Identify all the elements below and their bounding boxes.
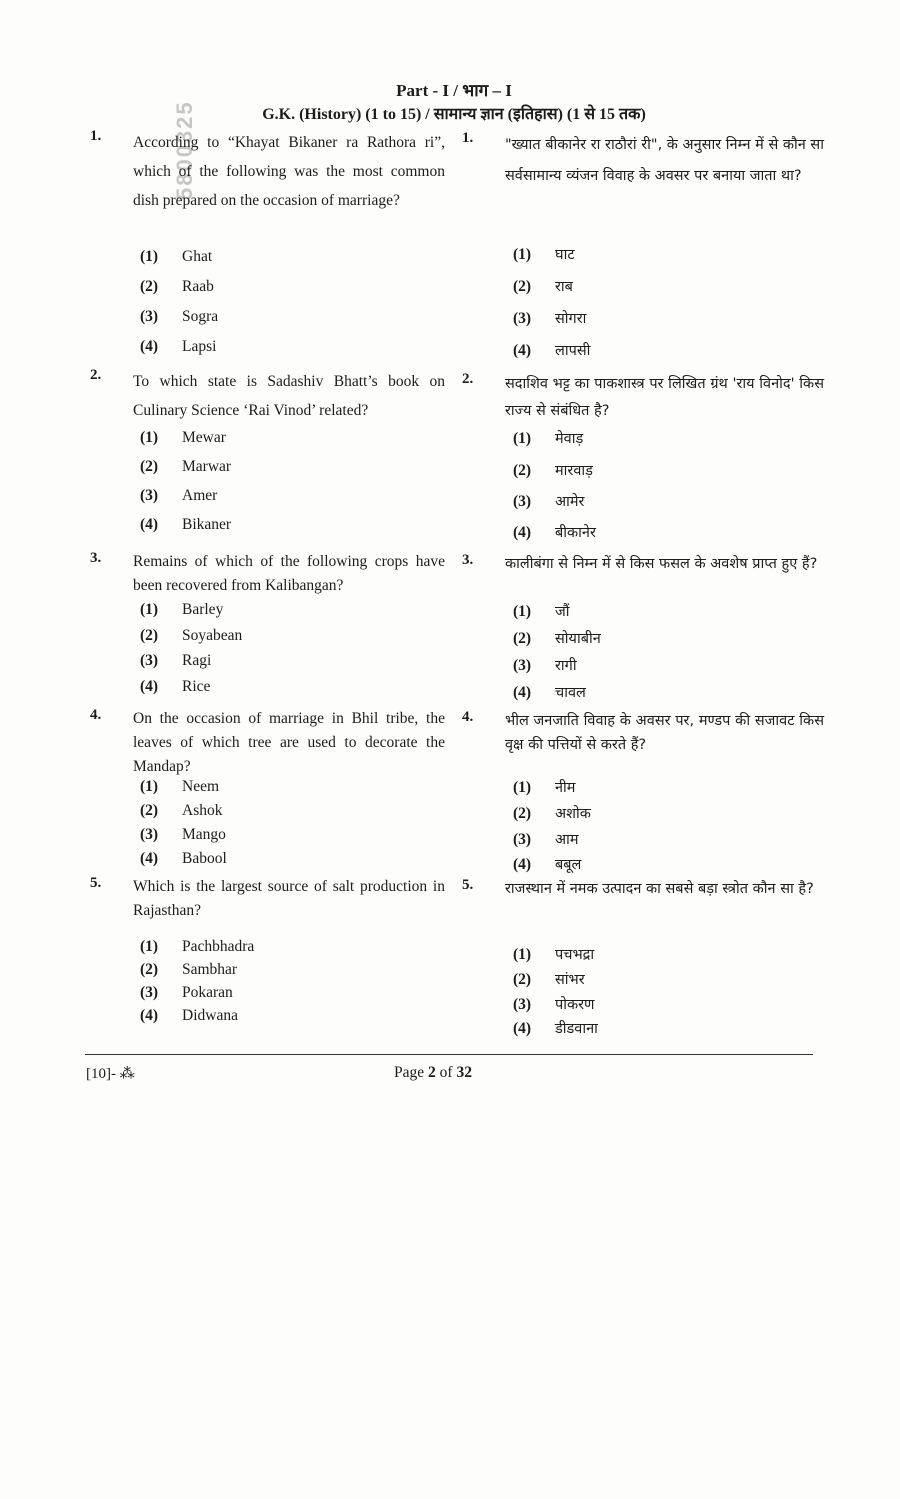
option-number: (3) bbox=[140, 308, 159, 325]
option-text: Barley bbox=[182, 601, 224, 618]
option-text: Amer bbox=[182, 487, 218, 504]
question-number: 3. bbox=[462, 552, 474, 568]
option-text: पोकरण bbox=[555, 997, 595, 1013]
option-number: (4) bbox=[513, 342, 532, 359]
option-text: अशोक bbox=[555, 806, 591, 822]
question-text: To which state is Sadashiv Bhatt’s book on Culinary Science ‘Rai Vinod’ related? bbox=[133, 373, 445, 419]
option-number: (1) bbox=[140, 248, 159, 265]
page-indicator bbox=[0, 1064, 866, 1082]
option bbox=[513, 308, 586, 328]
question-number: 1. bbox=[462, 130, 474, 146]
option-number: (2) bbox=[140, 278, 159, 295]
option-text: Ragi bbox=[182, 652, 212, 669]
option-text: जौं bbox=[555, 604, 570, 620]
option bbox=[140, 516, 231, 534]
option-number: (3) bbox=[140, 652, 159, 669]
option-text: Lapsi bbox=[182, 338, 217, 355]
option bbox=[513, 829, 579, 849]
option-text: बीकानेर bbox=[555, 525, 596, 541]
option-text: डीडवाना bbox=[555, 1021, 598, 1037]
question-number: 5. bbox=[90, 875, 102, 891]
option-number: (3) bbox=[513, 493, 532, 510]
paper-code: [10]- ⁂ bbox=[86, 1066, 135, 1082]
question-text: भील जनजाति विवाह के अवसर पर, मण्डप की सजावट किस वृक्ष की पत्तियों से करते हैं? bbox=[505, 713, 824, 753]
option bbox=[513, 244, 575, 264]
option-text: Mango bbox=[182, 826, 226, 843]
option bbox=[513, 777, 575, 797]
option bbox=[140, 1007, 238, 1025]
option-number: (3) bbox=[513, 657, 532, 674]
option-number: (3) bbox=[140, 487, 159, 504]
option-number: (3) bbox=[513, 831, 532, 848]
option bbox=[140, 458, 231, 476]
option-number: (4) bbox=[513, 856, 532, 873]
part-heading: Part - I / भाग – I bbox=[396, 81, 512, 100]
question-text: राजस्थान में नमक उत्पादन का सबसे बड़ा स्त्रोत कौन सा है? bbox=[505, 881, 814, 897]
option-text: Raab bbox=[182, 278, 214, 295]
option-number: (1) bbox=[513, 779, 532, 796]
option bbox=[513, 491, 584, 511]
question-text: सदाशिव भट्ट का पाकशास्त्र पर लिखित ग्रंथ 'राय विनोद' किस राज्य से संबंधित है? bbox=[505, 376, 824, 419]
option bbox=[140, 961, 237, 979]
option-text: Pachbhadra bbox=[182, 938, 255, 955]
option-number: (2) bbox=[513, 805, 532, 822]
option bbox=[513, 276, 573, 296]
page-number: 2 bbox=[428, 1064, 436, 1081]
option-number: (4) bbox=[140, 678, 159, 695]
option bbox=[513, 854, 581, 874]
option-text: आमेर bbox=[555, 494, 585, 510]
question-text: Which is the largest source of salt production in Rajasthan? bbox=[133, 878, 445, 919]
option bbox=[140, 826, 226, 844]
option bbox=[513, 944, 594, 964]
option-text: सोयाबीन bbox=[555, 631, 601, 647]
question-number: 4. bbox=[90, 707, 102, 723]
option-text: लापसी bbox=[555, 343, 591, 359]
question-text: Remains of which of the following crops have been recovered from Kalibangan? bbox=[133, 553, 445, 594]
footer-divider bbox=[85, 1054, 813, 1055]
option-number: (2) bbox=[513, 971, 532, 988]
option bbox=[513, 522, 596, 542]
option-number: (2) bbox=[140, 458, 159, 475]
option bbox=[140, 429, 226, 447]
option-number: (4) bbox=[140, 516, 159, 533]
option-number: (1) bbox=[140, 601, 159, 618]
option-number: (1) bbox=[513, 430, 532, 447]
option-number: (4) bbox=[513, 684, 532, 701]
option bbox=[140, 850, 227, 868]
option-text: Neem bbox=[182, 778, 220, 795]
option-number: (1) bbox=[140, 778, 159, 795]
question-number: 2. bbox=[462, 371, 474, 387]
option-text: Mewar bbox=[182, 429, 226, 446]
option-number: (2) bbox=[513, 278, 532, 295]
option bbox=[140, 601, 223, 619]
page-of: of bbox=[435, 1064, 457, 1081]
option-text: Soyabean bbox=[182, 627, 243, 644]
option-text: Didwana bbox=[182, 1007, 238, 1024]
option-text: मारवाड़ bbox=[555, 463, 593, 479]
option bbox=[140, 487, 217, 505]
option-text: Sogra bbox=[182, 308, 219, 325]
option-number: (4) bbox=[513, 524, 532, 541]
option-number: (1) bbox=[513, 946, 532, 963]
question-text: On the occasion of marriage in Bhil tribe, the leaves of which tree are used to decorate the Mandap? bbox=[133, 710, 445, 775]
page-prefix: Page bbox=[394, 1064, 429, 1081]
option-number: (2) bbox=[140, 961, 159, 978]
option-text: पचभद्रा bbox=[555, 947, 595, 963]
option bbox=[140, 308, 218, 326]
option-number: (3) bbox=[140, 826, 159, 843]
page-total: 32 bbox=[456, 1064, 472, 1081]
option bbox=[140, 678, 210, 696]
option-text: चावल bbox=[555, 685, 586, 701]
question-number: 1. bbox=[90, 128, 102, 144]
option-number: (1) bbox=[513, 603, 532, 620]
section-heading: G.K. (History) (1 to 15) / सामान्य ज्ञान (इतिहास) (1 से 15 तक) bbox=[262, 106, 646, 123]
option bbox=[140, 652, 211, 670]
option bbox=[513, 969, 585, 989]
option bbox=[513, 994, 595, 1014]
option-text: बबूल bbox=[555, 857, 582, 873]
question-number: 2. bbox=[90, 367, 102, 383]
option-text: Pokaran bbox=[182, 984, 233, 1001]
option bbox=[140, 778, 219, 796]
question-number: 3. bbox=[90, 550, 102, 566]
option-text: नीम bbox=[555, 780, 576, 796]
option bbox=[140, 248, 212, 266]
option-text: रागी bbox=[555, 658, 577, 674]
option-text: आम bbox=[555, 832, 579, 848]
option bbox=[513, 340, 590, 360]
option bbox=[513, 628, 601, 648]
option bbox=[140, 802, 222, 820]
option bbox=[140, 338, 216, 356]
option-text: सांभर bbox=[555, 972, 585, 988]
option bbox=[140, 938, 254, 956]
option-number: (3) bbox=[513, 310, 532, 327]
option-text: Sambhar bbox=[182, 961, 238, 978]
option bbox=[513, 682, 586, 702]
option-number: (3) bbox=[513, 996, 532, 1013]
option-text: Ghat bbox=[182, 248, 213, 265]
option bbox=[513, 460, 593, 480]
option-number: (4) bbox=[140, 338, 159, 355]
option-text: Ashok bbox=[182, 802, 223, 819]
option-number: (2) bbox=[140, 802, 159, 819]
option-number: (1) bbox=[140, 429, 159, 446]
option bbox=[513, 1018, 598, 1038]
option-number: (1) bbox=[513, 246, 532, 263]
question-text: "ख्यात बीकानेर रा राठौरां री", के अनुसार निम्न में से कौन सा सर्वसामान्य व्यंजन विवाह के अवसर पर बनाया जाता था? bbox=[505, 137, 824, 184]
english-column bbox=[90, 0, 445, 1050]
option bbox=[140, 984, 233, 1002]
question-number: 5. bbox=[462, 877, 474, 893]
option-text: Marwar bbox=[182, 458, 232, 475]
option bbox=[513, 655, 577, 675]
option-number: (4) bbox=[140, 1007, 159, 1024]
option-number: (2) bbox=[513, 630, 532, 647]
option-number: (3) bbox=[140, 984, 159, 1001]
option-text: Bikaner bbox=[182, 516, 232, 533]
option-number: (4) bbox=[513, 1020, 532, 1037]
option-text: मेवाड़ bbox=[555, 431, 584, 447]
option bbox=[140, 278, 214, 296]
option-number: (2) bbox=[140, 627, 159, 644]
option-number: (4) bbox=[140, 850, 159, 867]
option bbox=[513, 601, 570, 621]
option-text: Rice bbox=[182, 678, 211, 695]
option-number: (1) bbox=[140, 938, 159, 955]
option-text: सोगरा bbox=[555, 311, 587, 327]
question-number: 4. bbox=[462, 709, 474, 725]
hindi-column bbox=[462, 0, 824, 1050]
option bbox=[513, 803, 591, 823]
question-text: कालीबंगा से निम्न में से किस फसल के अवशेष प्राप्त हुए हैं? bbox=[505, 556, 818, 572]
option bbox=[513, 428, 583, 448]
option-text: Babool bbox=[182, 850, 227, 867]
option-text: घाट bbox=[555, 247, 575, 263]
question-text: According to “Khayat Bikaner ra Rathora ri”, which of the following was the most common dish prepared on the occasion of marriage? bbox=[133, 134, 445, 209]
option-number: (2) bbox=[513, 462, 532, 479]
watermark-stamp: 5800325 bbox=[172, 100, 197, 200]
option bbox=[140, 627, 242, 645]
option-text: राब bbox=[555, 279, 573, 295]
